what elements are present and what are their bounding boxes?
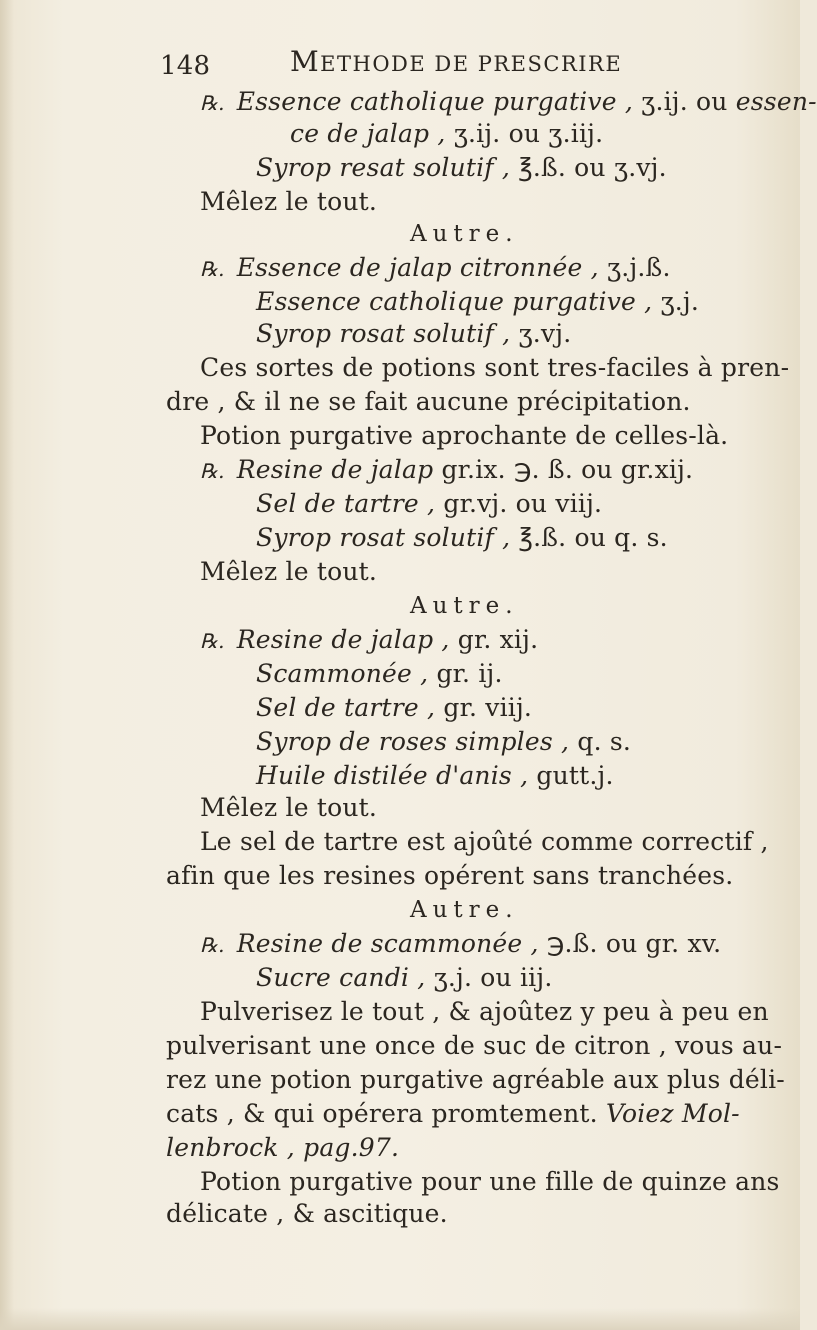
dose: gr.vj. ou viij. [443,489,603,518]
recipe-line [256,488,602,520]
recipe-line [200,252,671,285]
body-text: Potion purgative aprochante de celles-là. [200,421,729,450]
ingredient: Sucre candi , [256,963,426,992]
ingredient: Resine de scammonée , [236,929,539,958]
body-text: délicate , & ascitique. [166,1199,448,1228]
dose: gr. ij. [436,659,503,688]
ingredient: Essence de jalap citronnée , [236,253,599,282]
recipe-symbol: ℞. [200,257,225,281]
dose: ℥.ß. ou ʒ.vj. [518,153,667,182]
body-text: Le sel de tartre est ajoûté comme correctif , [200,827,769,856]
recipe-line [200,454,693,487]
section-heading: Autre. [410,593,519,619]
section-heading: Autre. [410,897,519,923]
section-heading: Autre. [410,221,519,247]
instruction: Mêlez le tout. [200,557,378,586]
recipe-line [256,692,532,724]
recipe-line [256,658,503,690]
page-shadow-left [0,0,14,1330]
dose: ʒ.j.ß. [606,253,671,282]
body-text: rez une potion purgative agréable aux plus déli- [166,1065,785,1094]
dose: ʒ.ij. ou ʒ.iij. [453,119,604,148]
recipe-line [256,318,571,350]
body-text: dre , & il ne se fait aucune précipitation. [166,387,691,416]
dose: gr. xij. [457,625,539,654]
reference: lenbrock , [166,1133,295,1162]
recipe-line [256,962,552,994]
ingredient: Resine de jalap , [236,625,450,654]
instruction: Mêlez le tout. [200,793,378,822]
ingredient: Syrop resat solutif , [256,153,511,182]
running-title [290,46,622,80]
running-title-initial: M [290,45,321,78]
recipe-line [200,624,538,657]
recipe-line [256,760,614,792]
ingredient: Sel de tartre , [256,693,436,722]
dose: ʒ.j. [660,287,700,316]
ingredient: Syrop rosat solutif , [256,319,511,348]
recipe-symbol: ℞. [200,629,225,653]
dose: ℈.ß. ou gr. xv. [546,929,722,958]
ingredient: ce de jalap , [290,119,446,148]
recipe-symbol: ℞. [200,91,225,115]
ingredient: Essence catholique purgative , [236,87,633,116]
body-text: afin que les resines opérent sans tranchées. [166,861,734,890]
reference: Voiez Mol- [605,1099,740,1128]
page-number: 148 [160,51,211,81]
running-title-rest: ETHODE DE PRESCRIRE [320,52,623,76]
dose: ʒ.vj. [518,319,572,348]
dose: gr.ix. ℈. ß. ou gr.xij. [441,455,694,484]
body-text: pulverisant une once de suc de citron , vous au- [166,1031,783,1060]
body-text: Pulverisez le tout , & ajoûtez y peu à peu en [200,997,769,1026]
body-text [166,1098,740,1130]
ingredient: Resine de jalap [236,455,434,484]
recipe-symbol: ℞. [200,933,225,957]
body-text: Potion purgative pour une fille de quinze ans [200,1167,780,1196]
dose: ʒ.j. ou iij. [433,963,553,992]
body-text [166,1132,399,1164]
recipe-line [256,522,668,554]
dose: ʒ.ij. ou [641,87,728,116]
body-text: Ces sortes de potions sont tres-faciles à pren- [200,353,790,382]
dose: gutt.j. [536,761,614,790]
recipe-line [200,928,721,961]
recipe-line [256,726,631,758]
recipe-line [200,86,817,119]
reference-page: pag.97. [303,1133,400,1162]
ingredient: Scammonée , [256,659,429,688]
ingredient: Syrop de roses simples , [256,727,570,756]
ingredient: Huile distilée d'anis , [256,761,529,790]
dose: ℥.ß. ou q. s. [518,523,668,552]
recipe-line [290,118,603,150]
recipe-line [256,152,667,184]
dose: gr. viij. [443,693,533,722]
body-text-part: cats , & qui opérera promtement. [166,1099,598,1128]
dose: q. s. [577,727,632,756]
ingredient: Essence catholique purgative , [256,287,653,316]
recipe-symbol: ℞. [200,459,225,483]
ingredient: Sel de tartre , [256,489,436,518]
recipe-line [256,286,699,318]
ingredient: Syrop rosat solutif , [256,523,511,552]
instruction: Mêlez le tout. [200,187,378,216]
page-shadow-bottom [0,1308,800,1330]
ingredient: essen- [735,87,817,116]
